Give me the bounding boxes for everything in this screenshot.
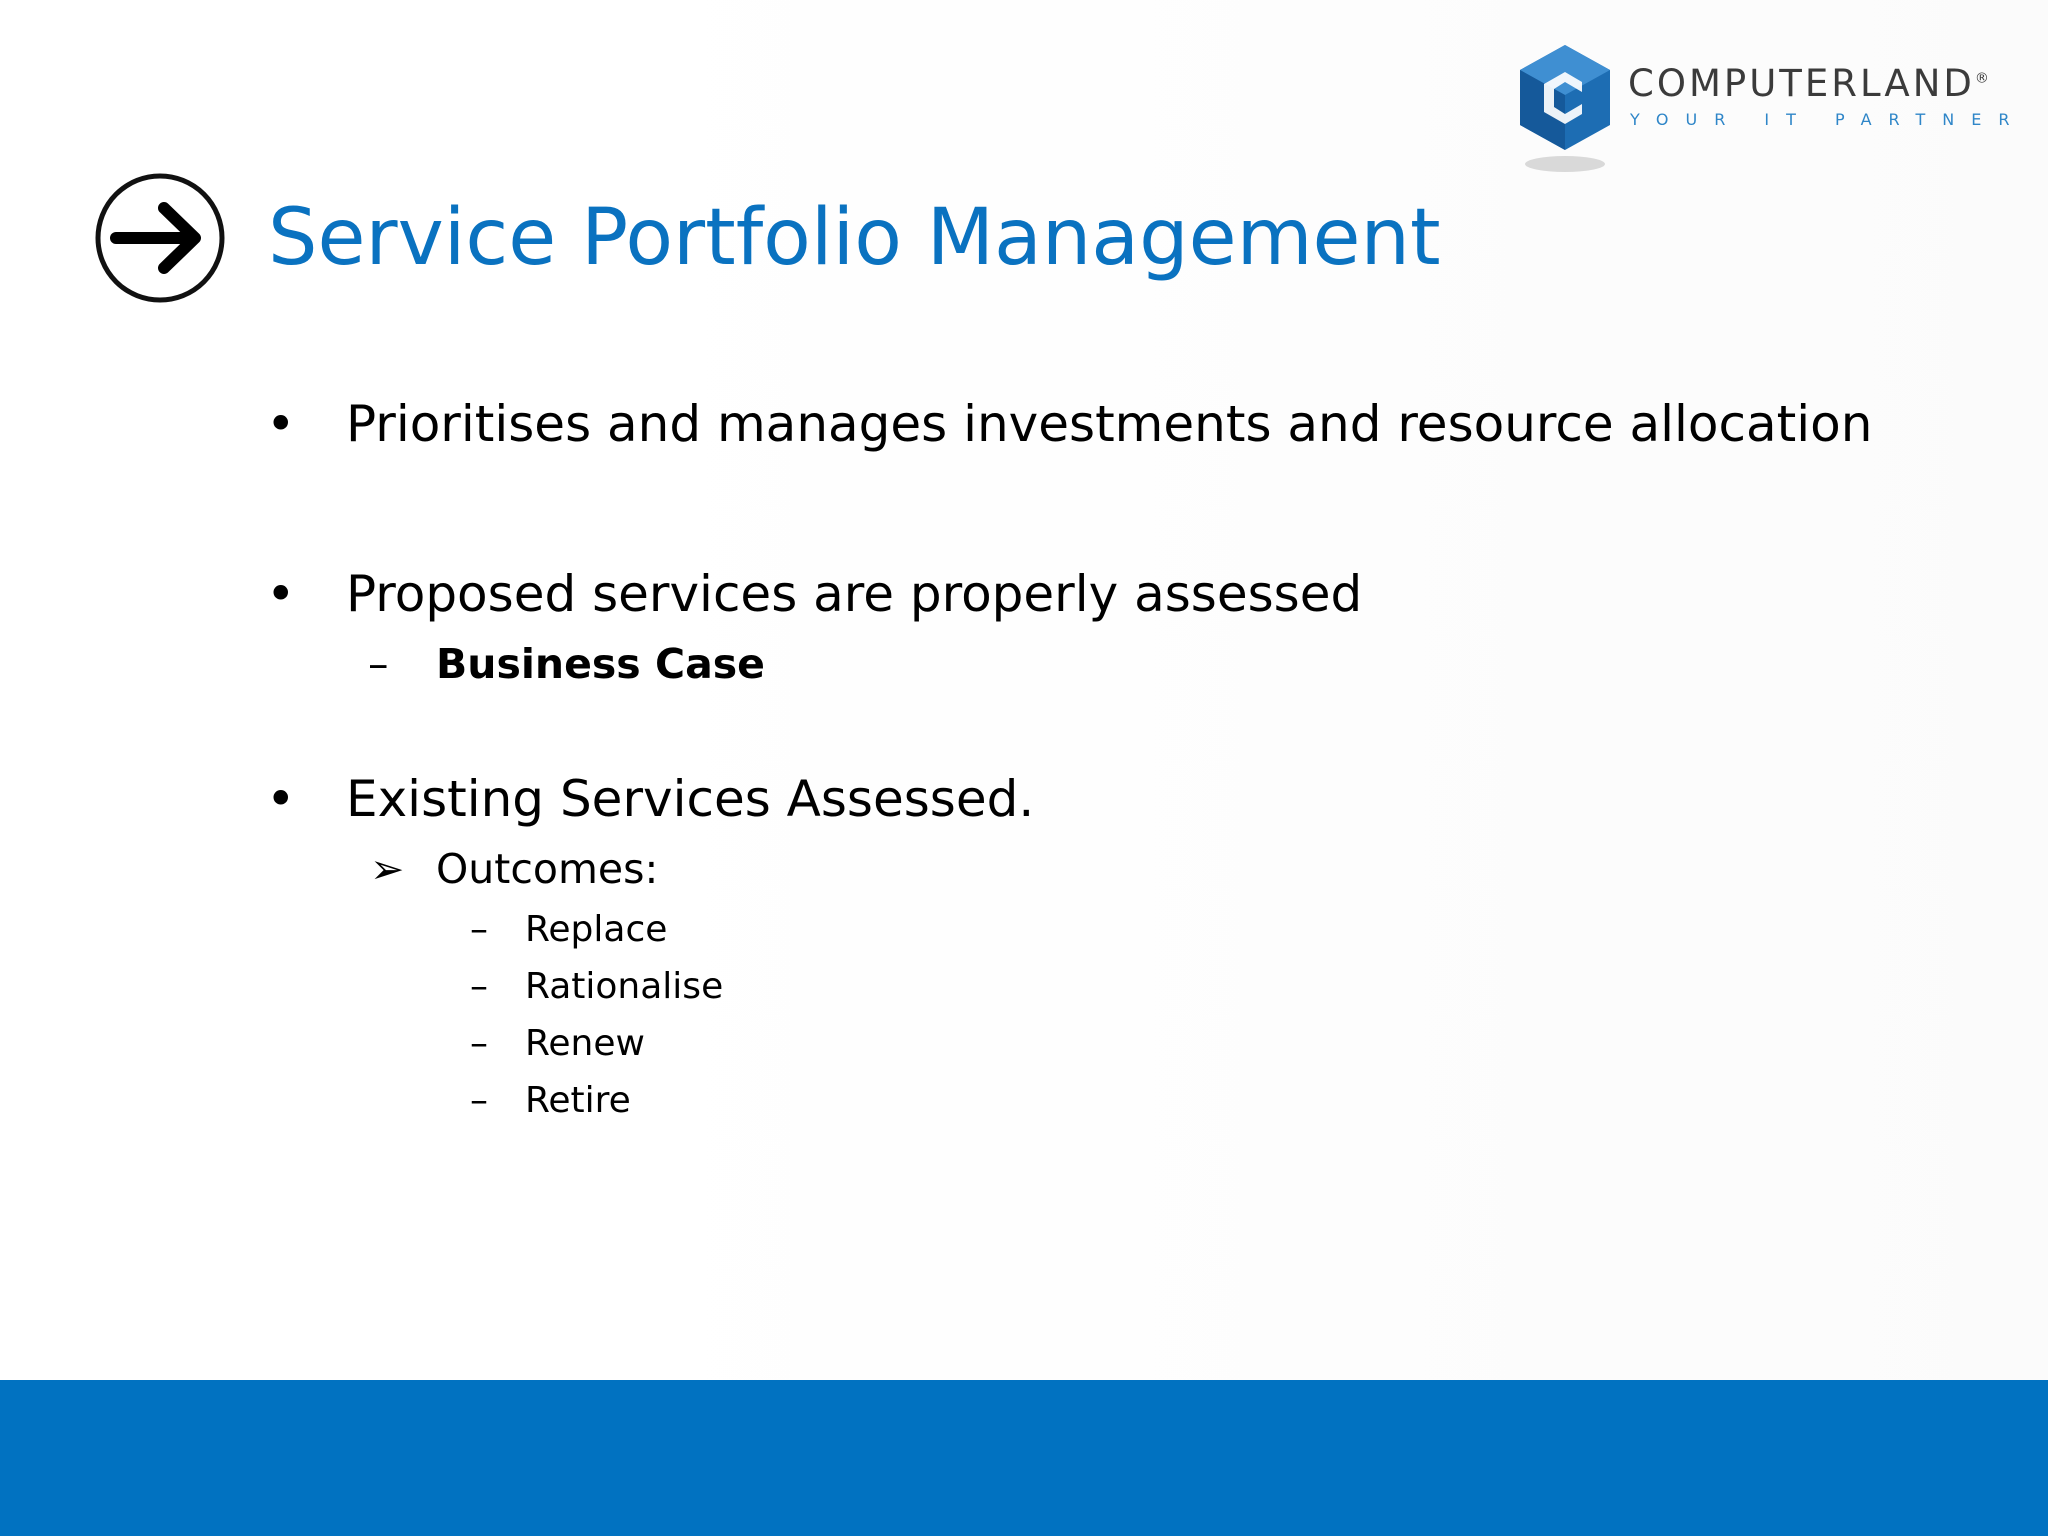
footer-bar (0, 1380, 2048, 1536)
computerland-logo (1510, 40, 2027, 180)
bullet-text: Outcomes: (436, 845, 659, 893)
bullet-text: Proposed services are properly assessed (346, 565, 1363, 623)
list-item (470, 1079, 870, 1123)
list-item (368, 639, 868, 689)
page-title: Service Portfolio Management (268, 193, 1441, 283)
dash-marker: – (368, 640, 389, 688)
list-item (266, 564, 1466, 624)
bullet-text: Existing Services Assessed. (346, 770, 1035, 828)
dash-marker: – (470, 1080, 488, 1121)
list-item (266, 769, 1166, 829)
bullet-text: Rationalise (525, 966, 724, 1007)
logo-cube-icon (1510, 40, 1620, 175)
bullet-text: Prioritises and manages investments and resource allocation (346, 395, 1873, 453)
logo-wordmark: COMPUTERLAND® (1628, 62, 1989, 105)
dash-marker: – (470, 966, 488, 1007)
arrowhead-marker-icon: ➢ (370, 845, 405, 893)
bullet-text: Renew (525, 1023, 645, 1064)
dash-marker: – (470, 909, 488, 950)
arrow-right-circle-icon (94, 172, 226, 304)
list-item (266, 394, 1873, 454)
bullet-text: Replace (525, 909, 668, 950)
dash-marker: – (470, 1023, 488, 1064)
bullet-marker: • (266, 770, 296, 828)
logo-tagline: YOUR IT PARTNER (1630, 110, 2027, 129)
bullet-marker: • (266, 565, 296, 623)
list-item (470, 1022, 870, 1066)
bullet-marker: • (266, 395, 296, 453)
bullet-text: Retire (525, 1080, 631, 1121)
list-item (470, 908, 870, 952)
list-item (470, 965, 870, 1009)
list-item (370, 844, 770, 894)
bullet-text: Business Case (436, 640, 765, 688)
